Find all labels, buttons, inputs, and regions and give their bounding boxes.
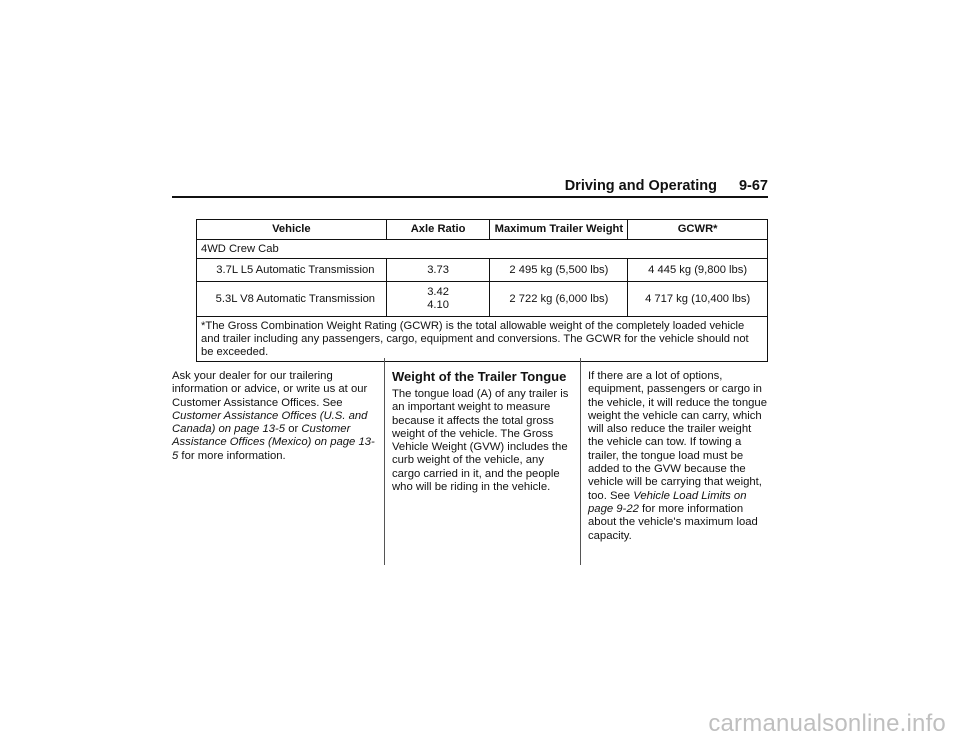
cell-axle-ratio: 3.73: [386, 259, 490, 282]
cell-max-trailer-weight: 2 722 kg (6,000 lbs): [490, 282, 628, 317]
col1-text: Ask your dealer for our trailering information or advice, or write us at our Customer Assistance Offices. See: [172, 370, 368, 409]
cell-gcwr: 4 717 kg (10,400 lbs): [628, 282, 768, 317]
cell-max-trailer-weight: 2 495 kg (5,500 lbs): [490, 259, 628, 282]
col1-text: for more information.: [178, 449, 286, 462]
col-header-vehicle: Vehicle: [197, 220, 387, 240]
cell-axle-ratio: [386, 282, 490, 317]
col1-paragraph: [172, 370, 377, 463]
column-1: [172, 370, 377, 463]
table-header-row: [197, 220, 768, 240]
cell-vehicle: 5.3L V8 Automatic Transmission: [197, 282, 387, 317]
section-label: 4WD Crew Cab: [197, 240, 768, 259]
cross-reference-link[interactable]: Customer Assistance Offices (Mexico) on page 13-5: [172, 423, 375, 462]
page-number: 9-67: [738, 178, 768, 194]
table-footnote: *The Gross Combination Weight Rating (GCWR) is the total allowable weight of the completely loaded vehicle and trailer including any passengers, cargo, equipment and conversions. The GCWR for the vehicle should not be exceeded.: [197, 317, 768, 362]
col2-paragraph: The tongue load (A) of any trailer is an important weight to measure because it affects the total gross weight of the vehicle. The Gross Vehicle Weight (GVW) includes the curb weight of the vehicle, any cargo carried in it, and the people who will be riding in the vehicle.: [392, 388, 569, 494]
col3-paragraph: [588, 370, 770, 543]
section-heading: Weight of the Trailer Tongue: [392, 369, 567, 384]
watermark: carmanualsonline.info: [708, 710, 946, 737]
axle-ratio-value: 3.42: [427, 286, 449, 298]
table-row: [197, 259, 768, 282]
section-title: Driving and Operating: [564, 178, 717, 194]
col3-text: If there are a lot of options, equipment, passengers or cargo in the vehicle, it will reduce the tongue weight the vehicle can carry, which will also reduce the trailer weight the vehicle can tow. If towing a trailer, the tongue load must be added to the GVW because the vehicle will be carrying that weight, too. See: [588, 370, 767, 502]
cell-gcwr: 4 445 kg (9,800 lbs): [628, 259, 768, 282]
col-header-max-trailer-weight: Maximum Trailer Weight: [490, 220, 628, 240]
header-rule: [172, 196, 768, 198]
table-row: [197, 282, 768, 317]
table-footnote-row: [197, 317, 768, 362]
page-header: [172, 176, 768, 196]
column-divider: [580, 358, 581, 565]
col3-text: for more information about the vehicle's maximum load capacity.: [588, 502, 758, 542]
cell-vehicle: 3.7L L5 Automatic Transmission: [197, 259, 387, 282]
column-3: [588, 370, 770, 543]
col1-text: or: [285, 423, 302, 436]
trailer-weight-table: [196, 219, 768, 362]
column-divider: [384, 358, 385, 565]
table-section-row: [197, 240, 768, 259]
col-header-gcwr: GCWR*: [628, 220, 768, 240]
cross-reference-link[interactable]: Vehicle Load Limits on page 9-22: [588, 489, 747, 515]
axle-ratio-value: 4.10: [427, 299, 449, 311]
cross-reference-link[interactable]: Customer Assistance Offices (U.S. and Canada) on page 13-5: [172, 409, 368, 436]
col-header-axle-ratio: Axle Ratio: [386, 220, 490, 240]
column-2: [392, 369, 572, 494]
